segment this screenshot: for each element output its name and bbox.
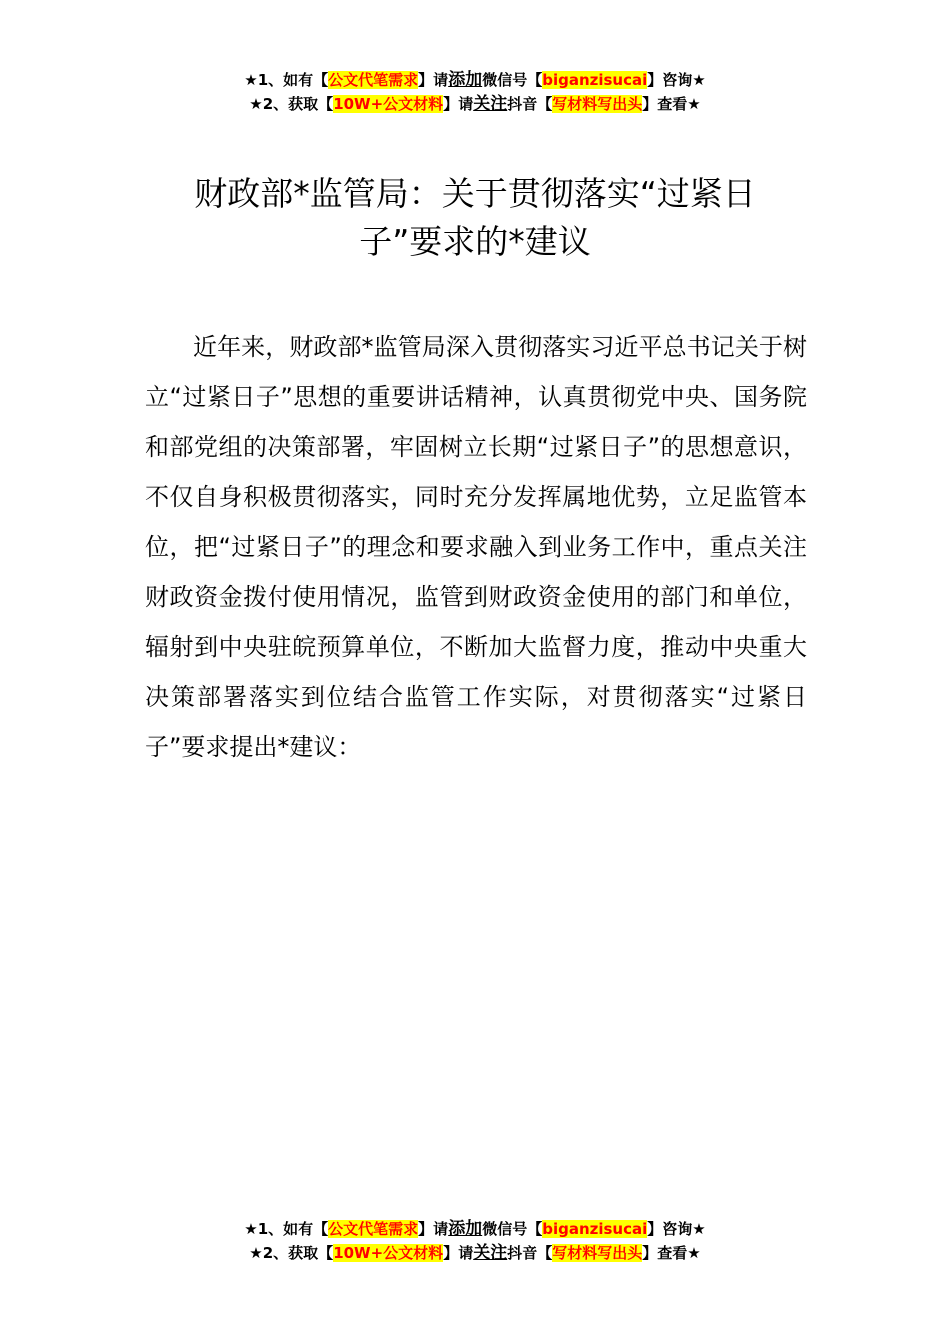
banner-text: ★2、获取【: [249, 95, 334, 113]
highlight-douyin: 写材料写出头: [552, 95, 643, 113]
document-title: 财政部*监管局：关于贯彻落实“过紧日子”要求的*建议: [194, 174, 756, 261]
highlight-wechat-id: biganzisucai: [542, 71, 648, 89]
banner-text: 抖音【: [507, 95, 553, 113]
banner-text: 】咨询★: [647, 1220, 706, 1238]
banner-text: 微信号【: [482, 71, 543, 89]
banner-text: ★1、如有【: [244, 71, 329, 89]
underlined-text: 添加: [448, 1219, 483, 1239]
banner-text: 抖音【: [507, 1244, 553, 1262]
underlined-text: 添加: [448, 70, 483, 90]
highlight-materials: 10W+公文材料: [333, 1244, 444, 1262]
underlined-text: 关注: [473, 1243, 508, 1263]
highlight-materials: 10W+公文材料: [333, 95, 444, 113]
highlight-service: 公文代笔需求: [328, 71, 419, 89]
banner-text: 微信号【: [482, 1220, 543, 1238]
banner-line-2: [0, 1241, 950, 1265]
banner-text: 】请: [418, 1220, 449, 1238]
banner-line-1: [0, 1217, 950, 1241]
banner-text: 】查看★: [642, 1244, 701, 1262]
banner-text: 】请: [418, 71, 449, 89]
banner-text: 】请: [443, 1244, 474, 1262]
banner-text: 】查看★: [642, 95, 701, 113]
highlight-douyin: 写材料写出头: [552, 1244, 643, 1262]
header-banner: [0, 68, 950, 116]
footer-banner: [0, 1217, 950, 1265]
banner-text: 】请: [443, 95, 474, 113]
highlight-service: 公文代笔需求: [328, 1220, 419, 1238]
banner-line-2: [0, 92, 950, 116]
banner-text: ★1、如有【: [244, 1220, 329, 1238]
banner-line-1: [0, 68, 950, 92]
document-body-paragraph: 近年来，财政部*监管局深入贯彻落实习近平总书记关于树立“过紧日子”思想的重要讲话精神，认真贯彻党中央、国务院和部党组的决策部署，牢固树立长期“过紧日子”的思想意识，不仅自身积极贯彻落实，同时充分发挥属地优势，立足监管本位，把“过紧日子”的理念和要求融入到业务工作中，重点关注财政资金拨付使用情况，监管到财政资金使用的部门和单位，辐射到中央驻皖预算单位，不断加大监督力度，推动中央重大决策部署落实到位结合监管工作实际，对贯彻落实“过紧日子”要求提出*建议：: [145, 333, 807, 761]
highlight-wechat-id: biganzisucai: [542, 1220, 648, 1238]
banner-text: 】咨询★: [647, 71, 706, 89]
banner-text: ★2、获取【: [249, 1244, 334, 1262]
underlined-text: 关注: [473, 94, 508, 114]
